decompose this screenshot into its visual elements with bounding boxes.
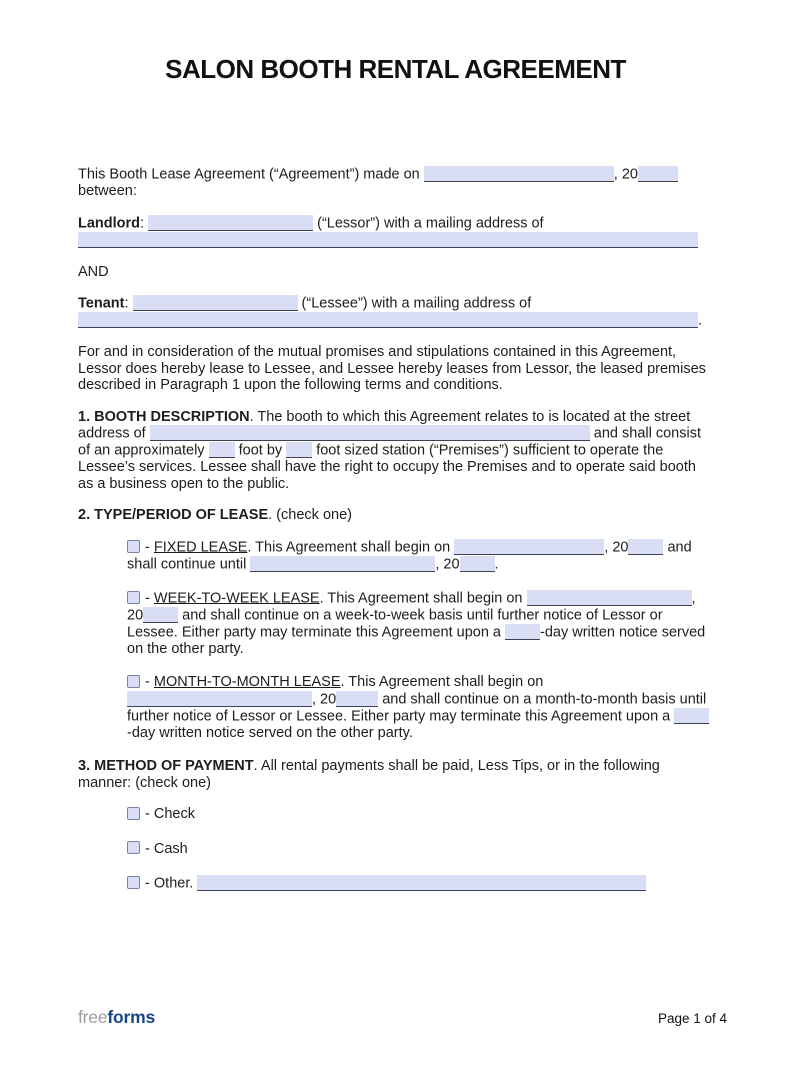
- document-body: [78, 166, 712, 910]
- month-to-month-lease-checkbox[interactable]: [127, 675, 140, 688]
- payment-check-checkbox[interactable]: [127, 807, 140, 820]
- brand-free-text: free: [78, 1007, 108, 1027]
- text-run: , 20: [604, 539, 629, 555]
- text-run: foot sized station (“Premises”) sufficient to operate the Lessee’s services. Lessee shall have the right to occupy the Premises and to operate said booth as a business open to the public.: [78, 442, 696, 492]
- payment-method-heading: [78, 758, 712, 791]
- week-begin-year-field[interactable]: [143, 607, 178, 623]
- text-run: -: [141, 590, 154, 606]
- tenant-address-field[interactable]: [78, 312, 698, 328]
- page-title: SALON BOOTH RENTAL AGREEMENT: [165, 54, 626, 84]
- text-run: . This Agreement shall begin on: [247, 539, 455, 555]
- page-footer: [78, 1007, 727, 1028]
- agreement-date-field[interactable]: [424, 166, 614, 182]
- text-run: Landlord: [78, 215, 141, 231]
- text-run: For and in consideration of the mutual promises and stipulations contained in this Agreement, Lessor does hereby lease to Lessee, and Lessee hereby leases from Lessor, the leased premises described in Paragraph 1 upon the following terms and conditions.: [78, 344, 706, 393]
- text-run: (“Lessor”) with a mailing address of: [313, 215, 544, 231]
- street-address-field[interactable]: [150, 425, 590, 441]
- tenant-name-field[interactable]: [133, 295, 298, 311]
- fixed-begin-year-field[interactable]: [628, 539, 663, 555]
- text-run: :: [140, 215, 149, 231]
- brand-forms-text: forms: [107, 1007, 155, 1027]
- week-to-week-lease-checkbox[interactable]: [127, 591, 140, 604]
- week-to-week-lease-item: [127, 590, 712, 658]
- text-run: MONTH-TO-MONTH LEASE: [153, 674, 341, 690]
- payment-check-item: [127, 806, 712, 823]
- text-run: AND: [78, 263, 109, 280]
- payment-cash-item: [127, 841, 712, 858]
- fixed-lease-item: [127, 539, 712, 573]
- text-run: 1. BOOTH DESCRIPTION: [78, 408, 250, 425]
- text-run: .: [494, 556, 499, 572]
- text-run: 2. TYPE/PERIOD OF LEASE: [78, 507, 269, 523]
- payment-other-checkbox[interactable]: [127, 876, 140, 889]
- landlord-paragraph: [78, 215, 712, 249]
- text-run: between:: [78, 183, 137, 199]
- text-run: . The booth to which this Agreement relates to is located at the street address of: [78, 408, 691, 442]
- consideration-paragraph: [78, 344, 712, 394]
- tenant-paragraph: [78, 295, 712, 329]
- fixed-lease-checkbox[interactable]: [127, 540, 140, 553]
- text-run: and shall consist of an approximately: [78, 425, 701, 459]
- agreement-year-field[interactable]: [638, 166, 678, 182]
- week-begin-date-field[interactable]: [527, 590, 692, 606]
- and-separator: [78, 264, 712, 281]
- text-run: , 20: [127, 590, 696, 623]
- text-run: and shall continue on a week-to-week basis until further notice of Lessor or Lessee. Either party may terminate this Agreement upon a: [127, 607, 663, 640]
- text-run: foot by: [234, 442, 287, 459]
- text-run: -day written notice served on the other party.: [127, 724, 413, 741]
- text-run: . All rental payments shall be paid, Less Tips, or in the following manner: (check one): [78, 758, 660, 791]
- week-notice-days-field[interactable]: [505, 624, 540, 640]
- text-run: , 20: [435, 556, 460, 572]
- page-number-label: Page 1 of 4: [657, 1011, 727, 1026]
- text-run: and shall continue on a month-to-month basis until further notice of Lessor or Lessee. Either party may terminate this Agreement upon a: [127, 691, 707, 724]
- month-to-month-lease-item: [127, 674, 712, 741]
- text-run: - Cash: [141, 840, 188, 857]
- text-run: -: [141, 674, 154, 690]
- landlord-address-field[interactable]: [78, 232, 698, 248]
- lease-type-heading: [78, 507, 712, 524]
- text-run: .: [698, 312, 703, 329]
- landlord-name-field[interactable]: [148, 215, 313, 231]
- text-run: :: [124, 295, 133, 312]
- text-run: FIXED LEASE: [153, 539, 248, 555]
- text-run: , 20: [613, 166, 638, 183]
- month-notice-days-field[interactable]: [674, 708, 709, 724]
- text-run: . This Agreement shall begin on: [319, 590, 527, 606]
- text-run: (“Lessee”) with a mailing address of: [297, 295, 532, 312]
- text-run: WEEK-TO-WEEK LEASE: [153, 590, 320, 606]
- fixed-begin-date-field[interactable]: [454, 539, 604, 555]
- text-run: -day written notice served on the other party.: [127, 624, 706, 657]
- booth-description-section: [78, 409, 712, 493]
- payment-cash-checkbox[interactable]: [127, 841, 140, 854]
- month-begin-year-field[interactable]: [336, 691, 378, 707]
- text-run: This Booth Lease Agreement (“Agreement”) made on: [78, 166, 424, 183]
- text-run: , 20: [312, 691, 337, 707]
- station-length-feet-field[interactable]: [286, 442, 312, 458]
- text-run: -: [141, 539, 154, 555]
- text-run: 3. METHOD OF PAYMENT: [78, 758, 254, 774]
- text-run: - Other.: [141, 875, 198, 892]
- intro-paragraph: [78, 166, 712, 200]
- page: [0, 54, 791, 1078]
- month-begin-date-field[interactable]: [127, 691, 312, 707]
- payment-other-item: [127, 875, 712, 892]
- fixed-end-year-field[interactable]: [460, 556, 495, 572]
- station-width-feet-field[interactable]: [209, 442, 235, 458]
- text-run: . (check one): [268, 507, 352, 523]
- freeforms-logo: [78, 1007, 155, 1028]
- payment-other-field[interactable]: [197, 875, 646, 891]
- text-run: - Check: [141, 806, 195, 822]
- text-run: . This Agreement shall begin on: [340, 674, 544, 690]
- text-run: Tenant: [78, 295, 125, 312]
- text-run: and shall continue until: [127, 539, 692, 572]
- fixed-end-date-field[interactable]: [250, 556, 435, 572]
